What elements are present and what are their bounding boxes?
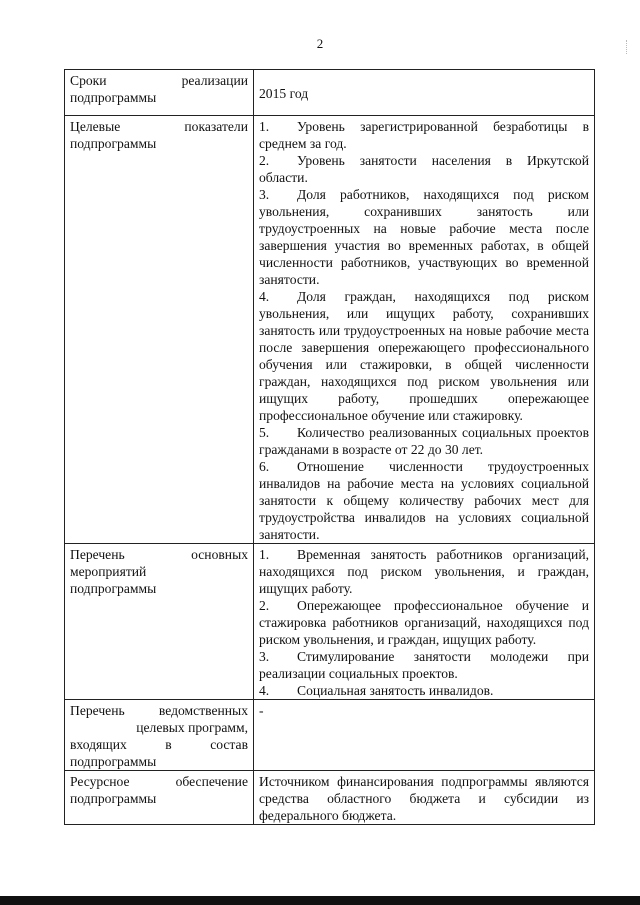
item-number: 1. (259, 119, 270, 134)
label-line: Ресурсное обеспечение (70, 774, 248, 789)
label-line: подпрограммы (70, 581, 157, 596)
item-text: Количество реализованных социальных проектов гражданами в возрасте от 22 до 30 лет. (259, 425, 589, 457)
item-number: 4. (259, 683, 270, 698)
scan-bottom-edge (0, 896, 640, 905)
item-number: 3. (259, 649, 270, 664)
item-number: 5. (259, 425, 270, 440)
item-text: Доля работников, находящихся под риском увольнения, сохранивших занятость или трудоустроенных на новые рабочие места после завершения участия во временных работах, в общей численности работников, участвующих во временной занятости. (259, 187, 589, 287)
item-number: 1. (259, 547, 270, 562)
item-number: 3. (259, 187, 270, 202)
item-text: Уровень зарегистрированной безработицы в среднем за год. (259, 119, 589, 151)
label-line: Сроки реализации (70, 73, 248, 88)
table-row (65, 70, 595, 116)
label-line: Целевые показатели (70, 119, 248, 134)
value-text: 2015 год (259, 86, 309, 101)
list-item (259, 152, 589, 186)
table-row (65, 700, 595, 771)
item-text: Уровень занятости населения в Иркутской области. (259, 153, 589, 185)
row-value-cell (254, 544, 595, 700)
list-item (259, 288, 589, 424)
label-line: подпрограммы (70, 791, 157, 806)
row-value-cell (254, 771, 595, 825)
list-item (259, 648, 589, 682)
list-item (259, 682, 589, 699)
row-value-cell (254, 700, 595, 771)
table-row (65, 116, 595, 544)
row-label-cell (65, 544, 254, 700)
item-text: Доля граждан, находящихся под риском увольнения, или ищущих работу, сохранивших занятость или трудоустроенных на новые рабочие места после завершения опережающего профессионального обучения или стажировки, в общей численности граждан, находящихся под риском увольнения или ищущих работу, прошедших опережающее профессиональное обучение или стажировку. (259, 289, 589, 423)
item-text: Временная занятость работников организаций, находящихся под риском увольнения, и граждан, ищущих работу. (259, 547, 589, 596)
list-item (259, 458, 589, 543)
passport-table (64, 69, 595, 825)
row-value-cell (254, 70, 595, 116)
item-text: Опережающее профессиональное обучение и стажировка работников организаций, находящихся под риском увольнения, и граждан, ищущих работу. (259, 598, 589, 647)
row-label-cell (65, 70, 254, 116)
list-item (259, 546, 589, 597)
item-number: 6. (259, 459, 270, 474)
item-text: Стимулирование занятости молодежи при реализации социальных проектов. (259, 649, 589, 681)
label-line: Перечень основных (70, 547, 248, 562)
row-label-cell (65, 771, 254, 825)
row-label-cell (65, 116, 254, 544)
item-number: 4. (259, 289, 270, 304)
item-number: 2. (259, 598, 270, 613)
value-text: Источником финансирования подпрограммы являются средства областного бюджета и субсидии из федерального бюджета. (259, 774, 589, 823)
label-line: подпрограммы (70, 754, 157, 769)
item-number: 2. (259, 153, 270, 168)
label-line: целевых программ, (136, 720, 248, 735)
item-text: Отношение численности трудоустроенных инвалидов на рабочие места на условиях социальной занятости к общему количеству рабочих мест для трудоустройства инвалидов на условиях социальной занятости. (259, 459, 589, 542)
list-item (259, 597, 589, 648)
label-line: Перечень ведомственных (70, 703, 248, 718)
table-row (65, 544, 595, 700)
label-line: мероприятий (70, 564, 147, 579)
list-item (259, 186, 589, 288)
list-item (259, 424, 589, 458)
row-value-cell (254, 116, 595, 544)
table-row (65, 771, 595, 825)
value-text: - (259, 703, 264, 718)
list-item (259, 118, 589, 152)
label-line: подпрограммы (70, 136, 157, 151)
item-text: Социальная занятость инвалидов. (297, 683, 494, 698)
label-line: подпрограммы (70, 90, 157, 105)
page-number: 2 (316, 36, 324, 51)
row-label-cell (65, 700, 254, 771)
scan-artifact (626, 40, 631, 54)
label-line: входящих в состав (70, 737, 248, 752)
